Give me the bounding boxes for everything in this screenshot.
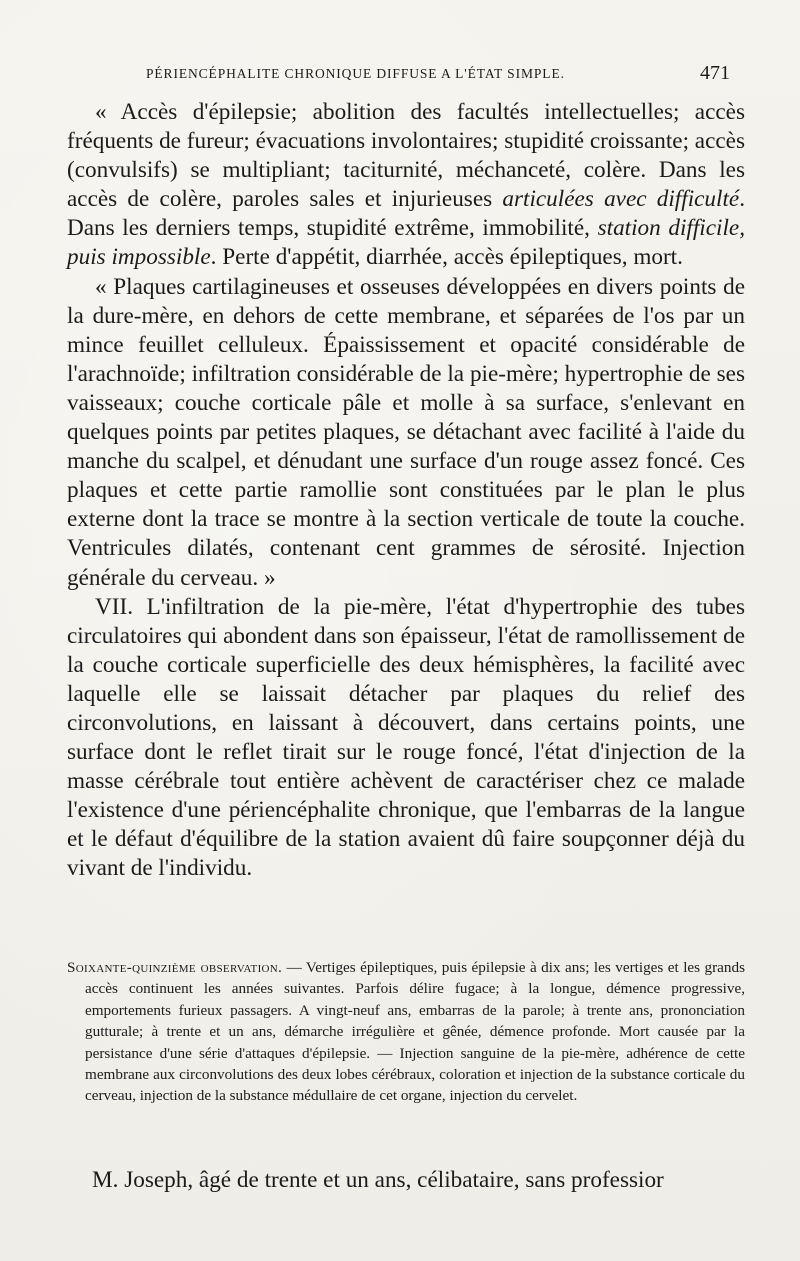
observation-text: — Vertiges épileptiques, puis épilepsie à dix ans; les vertiges et les grands accès continuent les années suivantes. Parfois délire fugace; à la longue, démence progressive, emportements furieux passagers. A vingt-neuf ans, embarras de la parole; à trente ans, prononciation gutturale; à trente et un ans, démarche irrégulière et gênée, démence profonde. Mort causée par la persistance d'une série d'attaques d'épilepsie. — Injection sanguine de la pie-mère, adhérence de cette membrane aux circonvolutions des deux lobes cérébraux, coloration et injection de la substance corticale du cerveau, injection de la substance médullaire de cet organe, injection du cervelet. bbox=[85, 959, 745, 1105]
case-start bbox=[67, 1166, 745, 1195]
case-start-line: M. Joseph, âgé de trente et un ans, célibataire, sans professior bbox=[92, 1167, 664, 1193]
main-text bbox=[67, 98, 745, 884]
italic-phrase-station: station difficile, puis impossible bbox=[67, 215, 746, 271]
observation-heading: Soixante-quinzième observation. bbox=[67, 959, 283, 976]
page-number: 471 bbox=[700, 62, 730, 84]
running-title: PÉRIENCÉPHALITE CHRONIQUE DIFFUSE A L'ÉTAT SIMPLE. bbox=[146, 66, 565, 81]
paragraph-commentary: VII. L'infiltration de la pie-mère, l'état d'hypertrophie des tubes circulatoires qui abondent dans son épaisseur, l'état de ramollissement de la couche corticale superficielle des deux hémisphères, la facilité avec laquelle elle se laissait détacher par plaques du relief des circonvolutions, en laissant à découvert, dans certains points, une surface dont le reflet tirait sur le rouge foncé, l'état d'injection de la masse cérébrale tout entière achèvent de caractériser chez ce malade l'existence d'une périencéphalite chronique, que l'embarras de la langue et le défaut d'équilibre de la station avaient dû faire soupçonner déjà du vivant de l'individu. bbox=[67, 593, 745, 882]
observation-paragraph bbox=[67, 957, 745, 1107]
paragraph-symptoms-part-b: . Dans les derniers temps, stupidité extrême, immobilité, bbox=[67, 186, 745, 242]
paragraph-symptoms bbox=[67, 98, 745, 273]
page-header bbox=[0, 62, 800, 92]
italic-phrase-articulation: articulées avec difficulté bbox=[502, 186, 740, 213]
paragraph-symptoms-part-a: « Accès d'épilepsie; abolition des facultés intellectuelles; accès fréquents de fureur; évacuations involontaires; stupidité croissante; accès (convulsifs) se multipliant; taciturnité, méchanceté, colère. Dans les accès de colère, paroles sales et injurieuses bbox=[67, 99, 745, 213]
observation-summary bbox=[67, 957, 745, 1107]
paragraph-autopsy: « Plaques cartilagineuses et osseuses développées en divers points de la dure-mère, en dehors de cette membrane, et séparées de l'os par un mince feuillet celluleux. Épaississement et opacité considérable de l'arachnoïde; infiltration considérable de la pie-mère; hypertrophie de ses vaisseaux; couche corticale pâle et molle à sa surface, s'enlevant en quelques points par petites plaques, se détachant avec facilité à l'aide du manche du scalpel, et dénudant une surface d'un rouge assez foncé. Ces plaques et cette partie ramollie sont constituées par le plan le plus externe dont la trace se montre à la section verticale de toute la couche. Ventricules dilatés, contenant cent grammes de sérosité. Injection générale du cerveau. » bbox=[67, 273, 745, 591]
paragraph-symptoms-part-c: . Perte d'appétit, diarrhée, accès épileptiques, mort. bbox=[210, 244, 683, 271]
